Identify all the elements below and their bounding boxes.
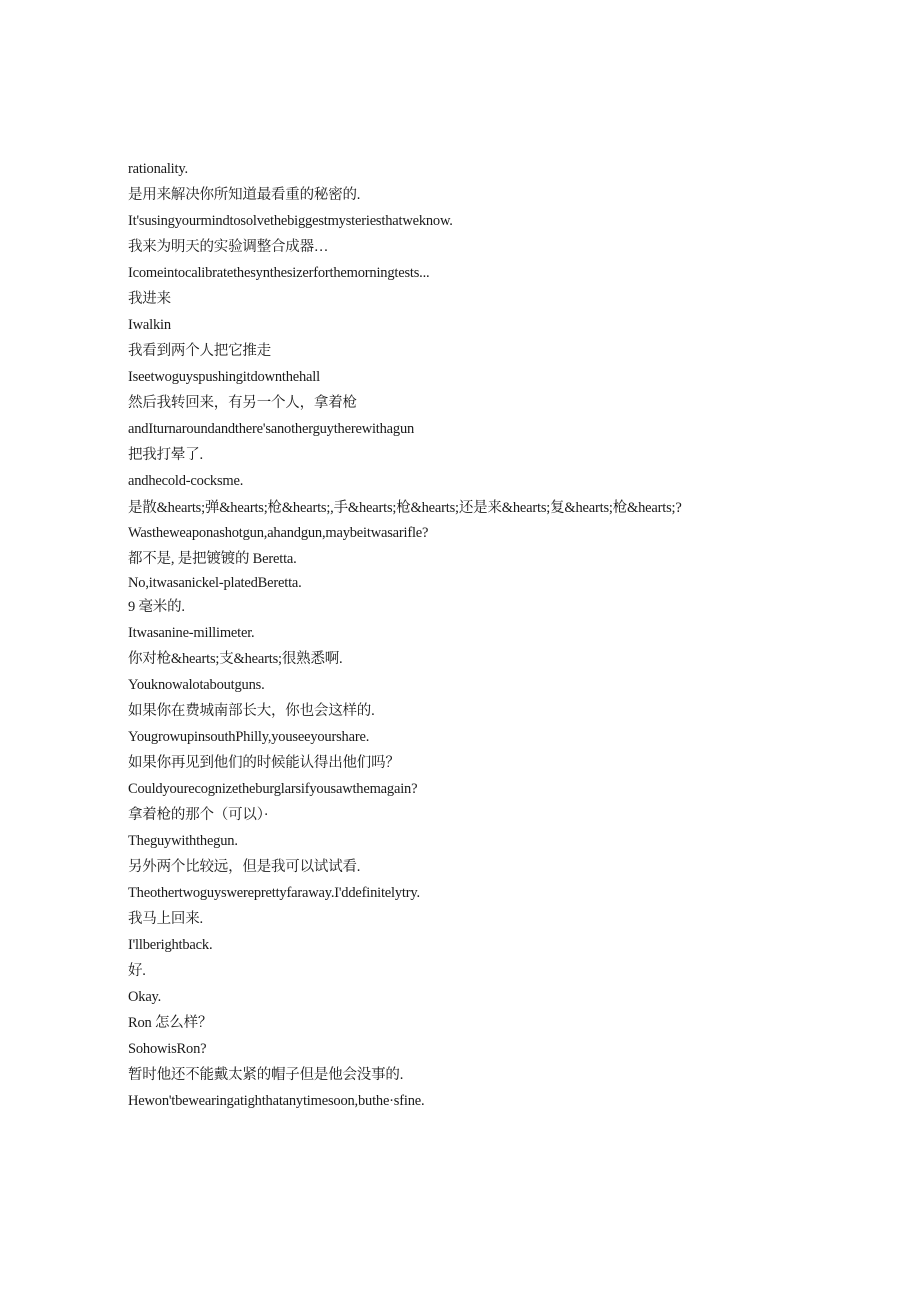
text-line: 9 毫米的. bbox=[128, 599, 185, 615]
text-line: 我来为明天的实验调整合成器… bbox=[128, 239, 329, 255]
text-line: 我看到两个人把它推走 bbox=[128, 343, 271, 359]
text-line: Wastheweaponashotgun,ahandgun,maybeitwasarifle? bbox=[128, 525, 429, 541]
text-line: andIturnaroundandthere'sanotherguytherewithagun bbox=[128, 421, 415, 437]
text-line: 我进来 bbox=[128, 291, 171, 307]
text-line: Iwalkin bbox=[128, 317, 171, 333]
text-line: Couldyourecognizetheburglarsifyousawthemagain? bbox=[128, 781, 418, 797]
text-line: 把我打晕了. bbox=[128, 447, 203, 463]
text-line: 暂时他还不能戴太紧的帽子但是他会没事的. bbox=[128, 1067, 404, 1083]
text-line: Ron 怎么样？ bbox=[128, 1015, 213, 1031]
text-line: 好. bbox=[128, 963, 146, 979]
text-line: 另外两个比较远，但是我可以试试看. bbox=[128, 859, 361, 875]
text-line: Itwasanine-millimeter. bbox=[128, 625, 255, 641]
text-line: 是用来解决你所知道最看重的秘密的. bbox=[128, 187, 361, 203]
text-line: 我马上回来. bbox=[128, 911, 203, 927]
text-line: YougrowupinsouthPhilly,youseeyourshare. bbox=[128, 729, 370, 745]
text-line: SohowisRon? bbox=[128, 1041, 207, 1057]
text-line: Okay. bbox=[128, 989, 162, 1005]
text-line: I'llberightback. bbox=[128, 937, 213, 953]
text-line: Icomeintocalibratethesynthesizerforthemorningtests... bbox=[128, 265, 430, 281]
text-line: 如果你再见到他们的时候能认得出他们吗？ bbox=[128, 755, 400, 771]
text-line: Youknowalotaboutguns. bbox=[128, 677, 265, 693]
text-line: It'susingyourmindtosolvethebiggestmysteriesthatweknow. bbox=[128, 213, 453, 229]
text-line: Hewon'tbewearingatighthatanytimesoon,buthe·sfine. bbox=[128, 1093, 425, 1109]
document-page bbox=[128, 158, 828, 1116]
text-line: Theothertwoguyswereprettyfaraway.I'ddefinitelytry. bbox=[128, 885, 420, 901]
text-line: 如果你在费城南部长大，你也会这样的. bbox=[128, 703, 375, 719]
text-line: andhecold-cocksme. bbox=[128, 473, 244, 489]
text-line: Iseetwoguyspushingitdownthehall bbox=[128, 369, 320, 385]
text-line: No,itwasanickel-platedBeretta. bbox=[128, 575, 302, 591]
text-line: Theguywiththegun. bbox=[128, 833, 238, 849]
text-line: rationality. bbox=[128, 161, 188, 177]
text-line: 然后我转回来，有另一个人，拿着枪 bbox=[128, 395, 357, 411]
text-line: 都不是, 是把镀镀的 Beretta. bbox=[128, 551, 297, 567]
text-line: 你对枪&hearts;支&hearts;很熟悉啊. bbox=[128, 651, 343, 667]
text-line: 是散&hearts;弹&hearts;枪&hearts;,手&hearts;枪&hearts;还是来&hearts;复&hearts;枪&hearts;? bbox=[128, 500, 682, 516]
text-line: 拿着枪的那个（可以）· bbox=[128, 807, 269, 823]
